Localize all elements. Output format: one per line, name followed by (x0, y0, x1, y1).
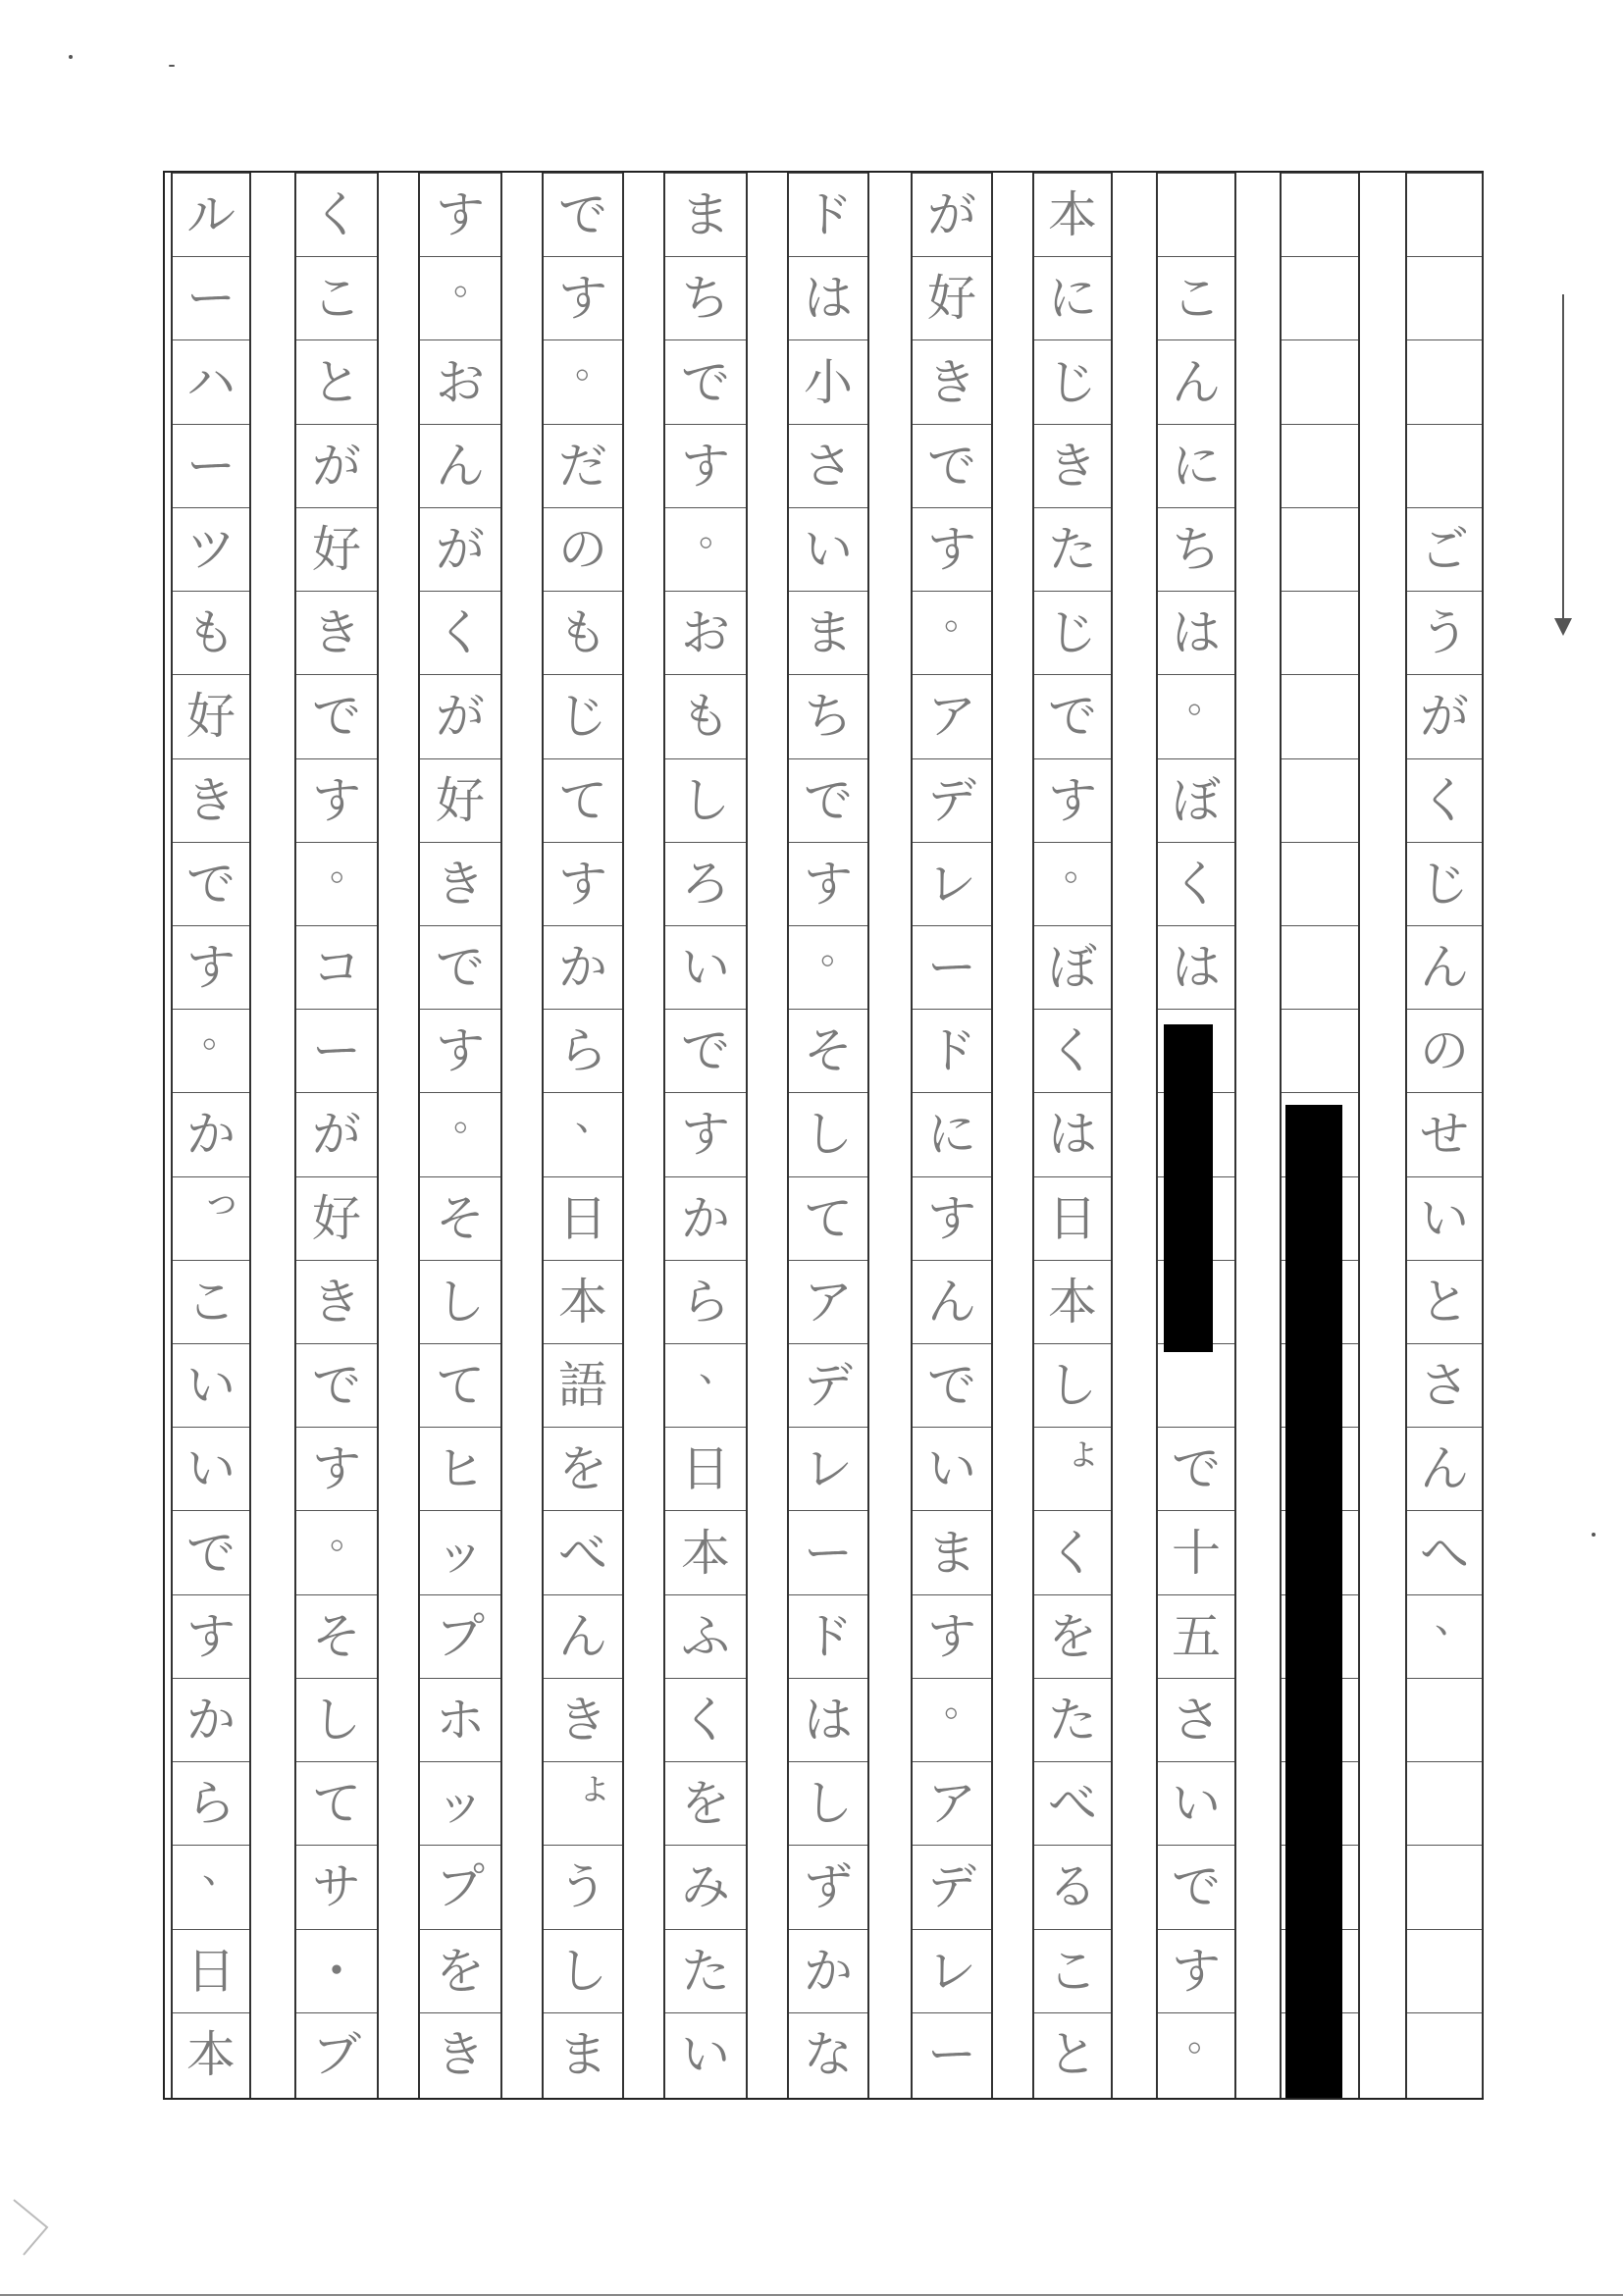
manuscript-cell: す (1158, 1929, 1234, 2012)
manuscript-cell: て (544, 758, 622, 842)
manuscript-cell: ん (1407, 1427, 1482, 1510)
manuscript-cell: 好 (296, 507, 377, 591)
manuscript-cell: へ (1407, 1510, 1482, 1593)
manuscript-cell: じ (544, 674, 622, 757)
manuscript-cell: す (296, 1427, 377, 1510)
manuscript-cell: 。 (173, 1009, 249, 1092)
manuscript-cell: は (789, 256, 867, 339)
manuscript-cell: か (173, 1092, 249, 1175)
manuscript-cell: る (1034, 1845, 1111, 1928)
manuscript-cell: に (913, 1092, 991, 1175)
manuscript-cell: 。 (789, 925, 867, 1009)
manuscript-cell: く (296, 173, 377, 256)
manuscript-cell (1282, 424, 1358, 507)
manuscript-cell: か (665, 1176, 746, 1260)
manuscript-cell: と (1034, 2012, 1111, 2096)
manuscript-cell: ヒ (420, 1427, 500, 1510)
manuscript-cell: い (1158, 1761, 1234, 1845)
manuscript-cell: で (173, 1510, 249, 1593)
manuscript-cell: っ (173, 1176, 249, 1260)
manuscript-cell (1282, 1009, 1358, 1092)
manuscript-cell (1282, 173, 1358, 256)
manuscript-cell: て (296, 1761, 377, 1845)
manuscript-cell: ま (665, 173, 746, 256)
manuscript-cell (1407, 424, 1482, 507)
manuscript-cell: と (1407, 1260, 1482, 1343)
scan-speck (1592, 1533, 1596, 1537)
manuscript-cell: 日 (544, 1176, 622, 1260)
manuscript-cell: 、 (544, 1092, 622, 1175)
manuscript-cell: う (544, 1845, 622, 1928)
manuscript-cell: ア (913, 1761, 991, 1845)
manuscript-cell: す (420, 173, 500, 256)
manuscript-cell: ち (665, 256, 746, 339)
manuscript-cell: プ (420, 1845, 500, 1928)
manuscript-cell: が (420, 674, 500, 757)
manuscript-cell: で (1034, 674, 1111, 757)
manuscript-cell: 好 (913, 256, 991, 339)
manuscript-cell (1282, 674, 1358, 757)
manuscript-cell: す (173, 1594, 249, 1678)
manuscript-cell: で (544, 173, 622, 256)
manuscript-cell: は (1158, 925, 1234, 1009)
manuscript-cell: ー (789, 1510, 867, 1593)
manuscript-cell: 。 (420, 256, 500, 339)
redaction-bar (1164, 1024, 1213, 1352)
manuscript-cell: 。 (296, 842, 377, 925)
manuscript-cell: デ (789, 1343, 867, 1427)
reading-direction-arrow (1562, 294, 1564, 628)
manuscript-column (1032, 173, 1113, 2098)
manuscript-cell: す (665, 424, 746, 507)
manuscript-cell: く (420, 591, 500, 674)
manuscript-cell: ん (913, 1260, 991, 1343)
manuscript-cell: 本 (544, 1260, 622, 1343)
redaction-bar (1285, 1105, 1342, 2098)
manuscript-cell: レ (913, 842, 991, 925)
manuscript-cell: で (1158, 1845, 1234, 1928)
manuscript-cell: 。 (544, 339, 622, 423)
manuscript-cell: す (665, 1092, 746, 1175)
manuscript-cell: ず (789, 1845, 867, 1928)
manuscript-cell: す (544, 256, 622, 339)
manuscript-cell: 日 (665, 1427, 746, 1510)
manuscript-cell: そ (789, 1009, 867, 1092)
manuscript-cell: で (173, 842, 249, 925)
manuscript-column (542, 173, 624, 2098)
manuscript-cell: か (173, 1678, 249, 1761)
manuscript-cell: ー (913, 925, 991, 1009)
manuscript-cell: こ (173, 1260, 249, 1343)
manuscript-cell: が (1407, 674, 1482, 757)
manuscript-cell: は (1034, 1092, 1111, 1175)
manuscript-cell: レ (913, 1929, 991, 2012)
manuscript-cell: す (913, 1594, 991, 1678)
manuscript-cell: 本 (173, 2012, 249, 2096)
manuscript-cell: い (173, 1343, 249, 1427)
manuscript-cell: ド (913, 1009, 991, 1092)
manuscript-cell: ー (913, 2012, 991, 2096)
manuscript-cell: ま (544, 2012, 622, 2096)
manuscript-cell: す (420, 1009, 500, 1092)
manuscript-cell: み (665, 1845, 746, 1928)
manuscript-cell: ッ (420, 1761, 500, 1845)
manuscript-cell: さ (1158, 1678, 1234, 1761)
manuscript-cell: か (544, 925, 622, 1009)
manuscript-cell: を (665, 1761, 746, 1845)
manuscript-cell: い (789, 507, 867, 591)
manuscript-cell: す (173, 925, 249, 1009)
manuscript-cell: ホ (420, 1678, 500, 1761)
manuscript-cell: デ (913, 1845, 991, 1928)
manuscript-cell: ち (789, 674, 867, 757)
manuscript-cell: お (665, 591, 746, 674)
manuscript-cell: も (665, 674, 746, 757)
manuscript-cell: ご (1407, 507, 1482, 591)
manuscript-cell: ツ (173, 507, 249, 591)
manuscript-cell (1282, 758, 1358, 842)
manuscript-cell: ブ (296, 2012, 377, 2096)
manuscript-cell: 。 (665, 507, 746, 591)
manuscript-cell: く (665, 1678, 746, 1761)
manuscript-cell (1407, 1929, 1482, 2012)
manuscript-cell: ー (296, 1009, 377, 1092)
manuscript-cell (1158, 1343, 1234, 1427)
manuscript-cell: 本 (665, 1510, 746, 1593)
manuscript-cell: く (1034, 1510, 1111, 1593)
manuscript-cell: き (296, 1260, 377, 1343)
manuscript-cell (1282, 842, 1358, 925)
manuscript-cell: う (1407, 591, 1482, 674)
manuscript-cell: の (1407, 1009, 1482, 1092)
manuscript-cell: 好 (296, 1176, 377, 1260)
manuscript-cell: い (665, 2012, 746, 2096)
manuscript-cell: べ (1034, 1761, 1111, 1845)
manuscript-cell: は (1158, 591, 1234, 674)
manuscript-cell: ん (1158, 339, 1234, 423)
manuscript-cell (1407, 1761, 1482, 1845)
manuscript-cell: の (544, 507, 622, 591)
manuscript-cell (1282, 591, 1358, 674)
manuscript-cell: ッ (420, 1510, 500, 1593)
manuscript-cell: て (789, 1176, 867, 1260)
manuscript-cell: 五 (1158, 1594, 1234, 1678)
manuscript-column (418, 173, 502, 2098)
manuscript-cell: 好 (173, 674, 249, 757)
manuscript-column (171, 173, 251, 2098)
manuscript-cell: ま (913, 1510, 991, 1593)
manuscript-cell: た (1034, 1678, 1111, 1761)
manuscript-cell: 。 (1034, 842, 1111, 925)
manuscript-cell: ド (789, 173, 867, 256)
manuscript-cell: き (173, 758, 249, 842)
manuscript-cell: く (1407, 758, 1482, 842)
manuscript-cell: じ (1034, 591, 1111, 674)
manuscript-cell: か (789, 1929, 867, 2012)
manuscript-cell: で (913, 424, 991, 507)
manuscript-cell: に (1158, 424, 1234, 507)
manuscript-cell: ・ (296, 1929, 377, 2012)
manuscript-cell: 。 (420, 1092, 500, 1175)
manuscript-cell: で (296, 674, 377, 757)
manuscript-column (663, 173, 748, 2098)
manuscript-cell: コ (296, 925, 377, 1009)
manuscript-cell: き (296, 591, 377, 674)
manuscript-cell: 。 (913, 591, 991, 674)
manuscript-cell: で (665, 339, 746, 423)
manuscript-cell: き (544, 1678, 622, 1761)
manuscript-cell: す (296, 758, 377, 842)
corner-fold-mark (12, 2198, 51, 2257)
manuscript-cell: ん (1407, 925, 1482, 1009)
manuscript-cell: で (789, 758, 867, 842)
manuscript-cell: デ (913, 758, 991, 842)
manuscript-cell: ア (789, 1260, 867, 1343)
manuscript-cell (1407, 256, 1482, 339)
manuscript-cell: ハ (173, 339, 249, 423)
manuscript-cell (1407, 339, 1482, 423)
manuscript-column (1405, 173, 1484, 2098)
manuscript-cell: ら (665, 1260, 746, 1343)
manuscript-cell: が (913, 173, 991, 256)
manuscript-cell: サ (296, 1845, 377, 1928)
manuscript-cell: 本 (1034, 173, 1111, 256)
manuscript-cell: し (1034, 1343, 1111, 1427)
manuscript-cell: い (1407, 1176, 1482, 1260)
manuscript-cell: こ (1034, 1929, 1111, 2012)
manuscript-cell: せ (1407, 1092, 1482, 1175)
manuscript-cell: 日 (173, 1929, 249, 2012)
manuscript-cell: さ (1407, 1343, 1482, 1427)
manuscript-cell: く (1034, 1009, 1111, 1092)
manuscript-cell: す (1034, 758, 1111, 842)
manuscript-cell: は (789, 1678, 867, 1761)
manuscript-cell: も (544, 591, 622, 674)
manuscript-cell: そ (420, 1176, 500, 1260)
manuscript-cell: で (296, 1343, 377, 1427)
manuscript-cell: プ (420, 1594, 500, 1678)
manuscript-cell: 、 (665, 1343, 746, 1427)
manuscript-cell: ん (544, 1594, 622, 1678)
manuscript-cell: ー (173, 256, 249, 339)
manuscript-cell: と (296, 339, 377, 423)
manuscript-cell: 好 (420, 758, 500, 842)
manuscript-cell: 。 (1158, 674, 1234, 757)
manuscript-cell: き (913, 339, 991, 423)
manuscript-cell: ろ (665, 842, 746, 925)
manuscript-cell: で (1158, 1427, 1234, 1510)
manuscript-cell (1407, 2012, 1482, 2096)
manuscript-cell: 十 (1158, 1510, 1234, 1593)
manuscript-cell: し (420, 1260, 500, 1343)
manuscript-cell: て (420, 1343, 500, 1427)
manuscript-cell: な (789, 2012, 867, 2096)
manuscript-cell: ー (173, 424, 249, 507)
manuscript-cell: レ (789, 1427, 867, 1510)
manuscript-cell: い (173, 1427, 249, 1510)
manuscript-cell: 日 (1034, 1176, 1111, 1260)
manuscript-cell: ょ (544, 1761, 622, 1845)
manuscript-column (787, 173, 869, 2098)
manuscript-cell: を (420, 1929, 500, 2012)
manuscript-cell: さ (789, 424, 867, 507)
manuscript-cell: く (1158, 842, 1234, 925)
scan-speck (169, 65, 175, 67)
manuscript-cell (1282, 507, 1358, 591)
manuscript-cell: を (1034, 1594, 1111, 1678)
manuscript-cell: べ (544, 1510, 622, 1593)
manuscript-cell: こ (296, 256, 377, 339)
manuscript-cell: そ (296, 1594, 377, 1678)
manuscript-cell: 、 (1407, 1594, 1482, 1678)
manuscript-cell: ふ (665, 1594, 746, 1678)
manuscript-cell: が (296, 1092, 377, 1175)
manuscript-cell: ル (173, 173, 249, 256)
manuscript-cell: 本 (1034, 1260, 1111, 1343)
manuscript-cell: だ (544, 424, 622, 507)
manuscript-cell: こ (1158, 256, 1234, 339)
manuscript-cell: 。 (1158, 2012, 1234, 2096)
manuscript-cell (1158, 173, 1234, 256)
manuscript-cell: じ (1034, 339, 1111, 423)
manuscript-cell (1407, 173, 1482, 256)
manuscript-cell: い (665, 925, 746, 1009)
manuscript-column (911, 173, 993, 2098)
manuscript-cell: が (296, 424, 377, 507)
manuscript-cell: し (544, 1929, 622, 2012)
manuscript-cell: 語 (544, 1343, 622, 1427)
manuscript-cell (1282, 256, 1358, 339)
manuscript-cell (1282, 339, 1358, 423)
manuscript-cell: で (665, 1009, 746, 1092)
manuscript-cell: し (296, 1678, 377, 1761)
manuscript-cell: も (173, 591, 249, 674)
manuscript-cell: し (789, 1092, 867, 1175)
manuscript-cell: す (913, 507, 991, 591)
manuscript-cell: す (544, 842, 622, 925)
manuscript-cell (1407, 1845, 1482, 1928)
manuscript-cell: し (789, 1761, 867, 1845)
manuscript-cell: き (1034, 424, 1111, 507)
manuscript-cell: 。 (913, 1678, 991, 1761)
manuscript-cell: じ (1407, 842, 1482, 925)
manuscript-cell: お (420, 339, 500, 423)
manuscript-cell (1407, 1678, 1482, 1761)
manuscript-cell: ら (544, 1009, 622, 1092)
manuscript-column (294, 173, 379, 2098)
manuscript-cell: ら (173, 1761, 249, 1845)
manuscript-cell: ぼ (1034, 925, 1111, 1009)
down-arrow-icon (1554, 618, 1572, 636)
manuscript-cell: ょ (1034, 1427, 1111, 1510)
manuscript-cell: ア (913, 674, 991, 757)
manuscript-cell: た (665, 1929, 746, 2012)
manuscript-cell: 小 (789, 339, 867, 423)
genkou-yoshi-sheet (163, 171, 1484, 2100)
manuscript-cell: で (913, 1343, 991, 1427)
manuscript-cell: き (420, 2012, 500, 2096)
manuscript-cell: に (1034, 256, 1111, 339)
manuscript-cell: た (1034, 507, 1111, 591)
manuscript-cell: ん (420, 424, 500, 507)
scan-speck (69, 55, 73, 59)
manuscript-cell: ち (1158, 507, 1234, 591)
manuscript-cell: を (544, 1427, 622, 1510)
manuscript-cell: 、 (173, 1845, 249, 1928)
manuscript-cell: ド (789, 1594, 867, 1678)
manuscript-cell: 。 (296, 1510, 377, 1593)
manuscript-cell: が (420, 507, 500, 591)
manuscript-cell: す (789, 842, 867, 925)
manuscript-cell: で (420, 925, 500, 1009)
manuscript-cell: い (913, 1427, 991, 1510)
manuscript-cell: ま (789, 591, 867, 674)
manuscript-cell: す (913, 1176, 991, 1260)
manuscript-cell (1282, 925, 1358, 1009)
manuscript-cell: し (665, 758, 746, 842)
manuscript-cell: ぼ (1158, 758, 1234, 842)
manuscript-cell: き (420, 842, 500, 925)
